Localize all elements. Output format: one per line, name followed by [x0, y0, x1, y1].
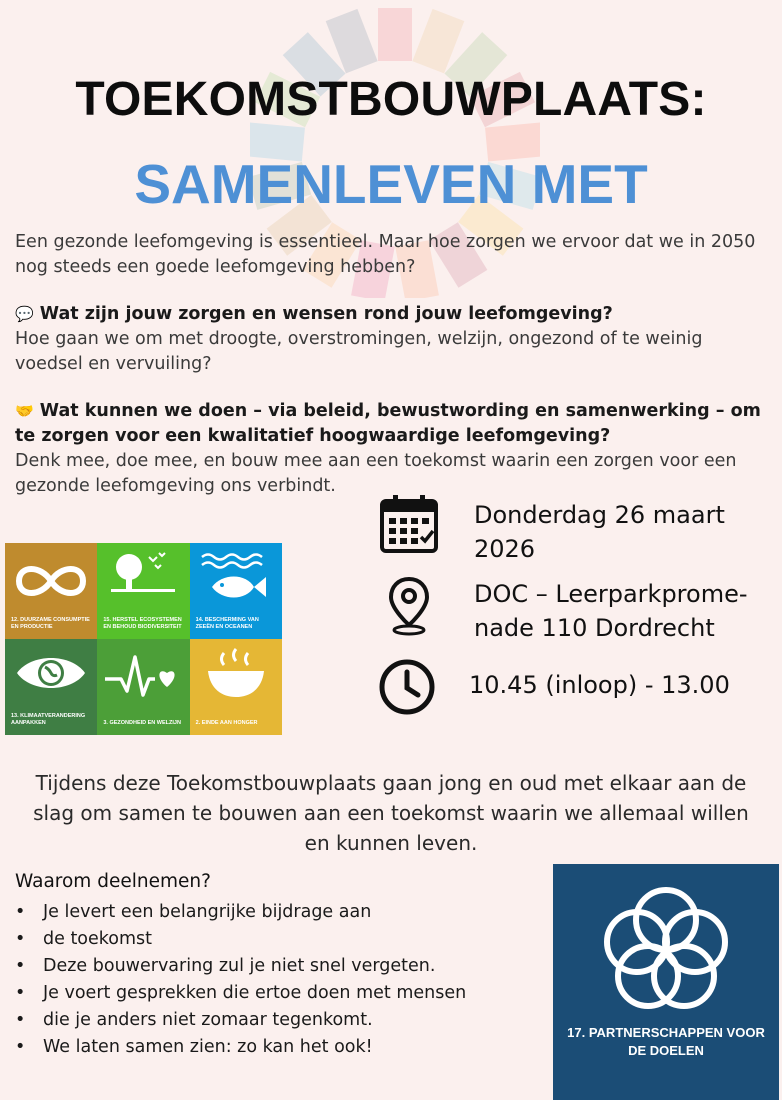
sdg-tile-17	[553, 864, 779, 1100]
sdg-tile-12-label: 12. DUURZAME CONSUMPTIE EN PRODUCTIE	[11, 617, 90, 630]
sdg-tile-14-label: 14. BESCHERMING VAN ZEEËN EN OCEANEN	[195, 617, 259, 630]
question-block-2	[15, 399, 775, 499]
handshake-icon: 🤝	[15, 402, 34, 420]
sdg-tiles-grid	[5, 543, 282, 735]
event-location: DOC – Leerparkprome-nade 110 Dordrecht	[474, 580, 748, 642]
sdg-tile-3	[97, 639, 189, 735]
sdg-tile-13-label: 13. KLIMAATVERANDERING AANPAKKEN	[11, 713, 86, 726]
wheel-segment	[378, 8, 412, 61]
sdg-tile-13	[5, 639, 97, 735]
why-title: Waarom deelnemen?	[15, 871, 211, 892]
sdg-tile-3-label: 3. GEZONDHEID EN WELZIJN	[103, 720, 181, 726]
calendar-icon	[378, 493, 440, 555]
sdg-tile-12	[5, 543, 97, 639]
question-2: Wat kunnen we doen – via beleid, bewustwording en samenwerking – om te zorgen voor een kwalitatief hoogwaardige leefomgeving?	[15, 401, 761, 446]
sdg-tile-15	[97, 543, 189, 639]
why-item: • die je anders niet zomaar tegenkomt.	[15, 1007, 466, 1034]
speech-bubble-icon: 💬	[15, 305, 34, 323]
clock-icon	[377, 657, 437, 717]
intro-paragraph: Een gezonde leefomgeving is essentieel. Maar hoe zorgen we ervoor dat we in 2050 nog steeds een goede leefomgeving hebben?	[15, 232, 756, 277]
question-2-text: Denk mee, doe mee, en bouw mee aan een toekomst waarin een zorgen voor een gezonde leefomgeving ons verbindt.	[15, 451, 737, 496]
why-item: • Je levert een belangrijke bijdrage aan	[15, 899, 466, 926]
question-1: Wat zijn jouw zorgen en wensen rond jouw leefomgeving?	[39, 304, 613, 324]
location-pin-icon	[387, 575, 431, 637]
intro-section	[15, 230, 775, 521]
sdg-tile-2	[190, 639, 282, 735]
partnership-rings-icon	[553, 864, 779, 1100]
why-list	[15, 899, 466, 1061]
sdg-tile-15-label: 15. HERSTEL ECOSYSTEMEN EN BEHOUD BIODIVERSITEIT	[103, 617, 182, 630]
sdg-17-label-line1: 17. PARTNERSCHAPPEN VOOR	[567, 1025, 765, 1040]
event-time: 10.45 (inloop) - 13.00	[469, 671, 730, 699]
why-item: • de toekomst	[15, 926, 466, 953]
page-subtitle: SAMENLEVEN MET	[134, 153, 648, 215]
why-item: • Je voert gesprekken die ertoe doen met mensen	[15, 980, 466, 1007]
sdg-tile-2-label: 2. EINDE AAN HONGER	[195, 720, 258, 726]
why-item: • We laten samen zien: zo kan het ook!	[15, 1034, 466, 1061]
question-block-1	[15, 302, 775, 377]
sdg-tile-14	[190, 543, 282, 639]
tijdens-paragraph: Tijdens deze Toekomstbouwplaats gaan jong en oud met elkaar aan de slag om samen te bouwen aan een toekomst waarin we allemaal willen en kunnen leven.	[33, 771, 749, 855]
event-date: Donderdag 26 maart 2026	[474, 501, 725, 563]
why-item: • Deze bouwervaring zul je niet snel vergeten.	[15, 953, 466, 980]
question-1-text: Hoe gaan we om met droogte, overstromingen, welzijn, ongezond of te weinig voedsel en vervuiling?	[15, 329, 703, 374]
page-title: TOEKOMSTBOUWPLAATS:	[75, 73, 707, 126]
sdg-17-label-line2: DE DOELEN	[628, 1043, 704, 1058]
